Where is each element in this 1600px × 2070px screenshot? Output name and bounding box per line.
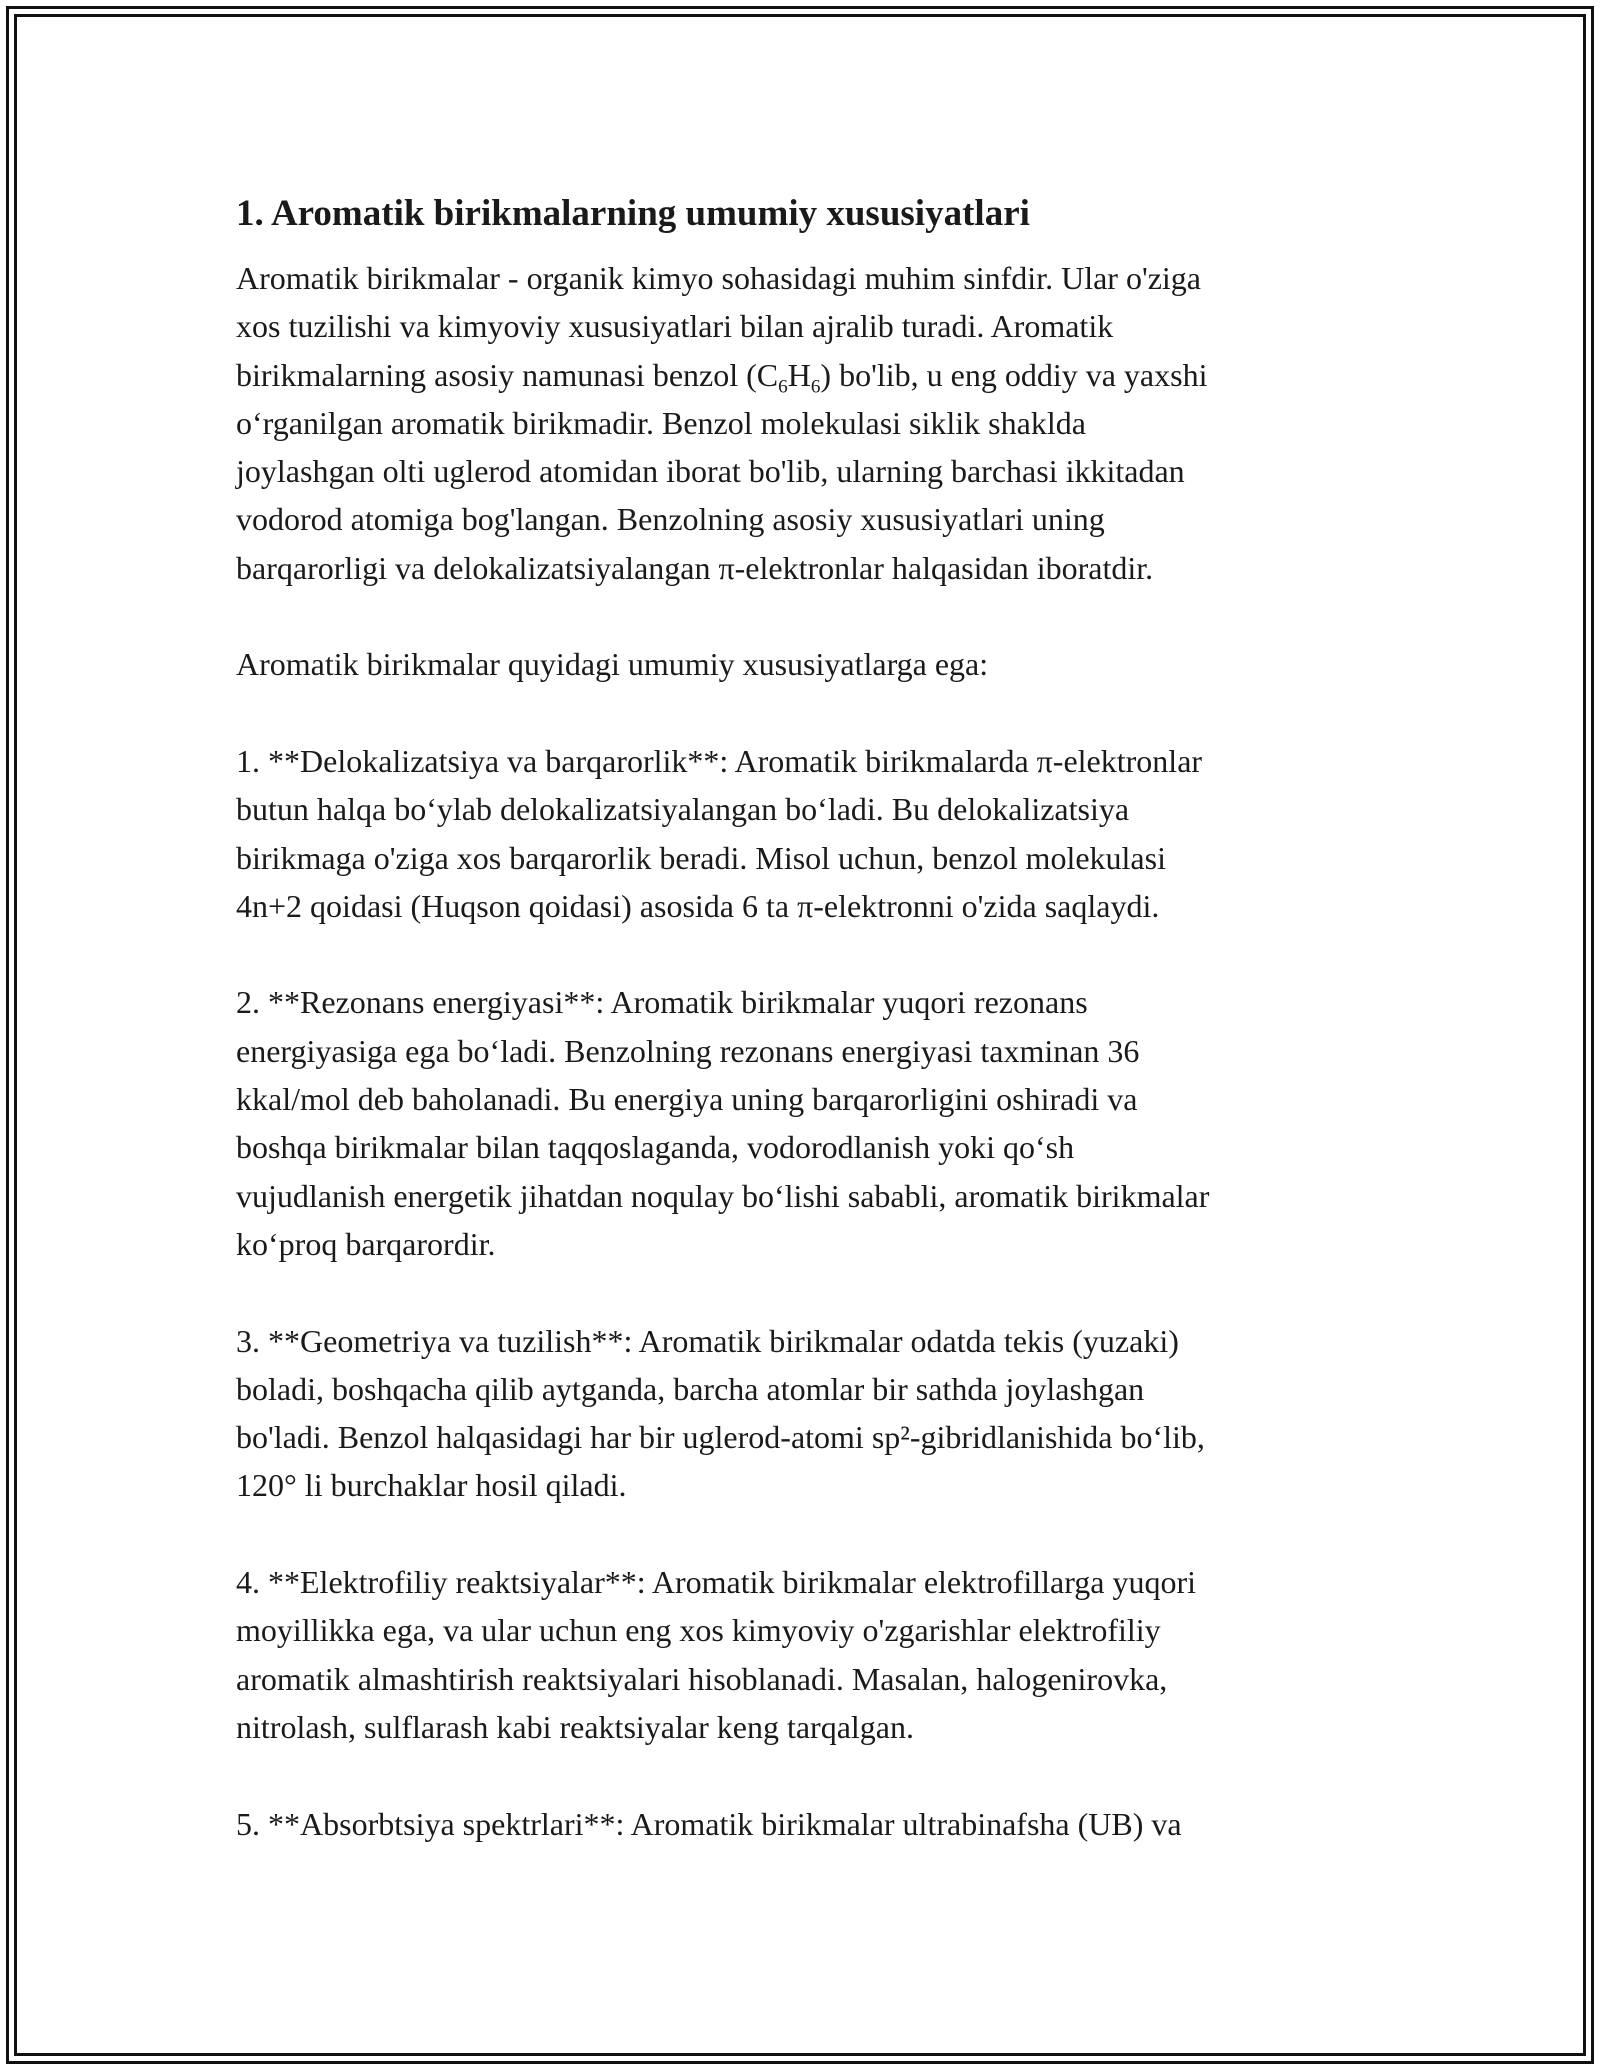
paragraph-gap bbox=[236, 1268, 1356, 1316]
text-line: 120° li burchaklar hosil qiladi. bbox=[236, 1467, 627, 1504]
document-page bbox=[236, 186, 1356, 1848]
lead-paragraph bbox=[236, 640, 1356, 688]
list-item-5 bbox=[236, 1800, 1356, 1848]
text-line: 1. **Delokalizatsiya va barqarorlik**: Aromatik birikmalarda π-elektronlar bbox=[236, 742, 1203, 779]
paragraph-gap bbox=[236, 1510, 1356, 1558]
text-line: joylashgan olti uglerod atomidan iborat bo'lib, ularning barchasi ikkitadan bbox=[236, 453, 1185, 490]
text-line: Aromatik birikmalar - organik kimyo sohasidagi muhim sinfdir. Ular o'ziga bbox=[236, 260, 1201, 296]
text-line: boladi, boshqacha qilib aytganda, barcha atomlar bir sathda joylashgan bbox=[236, 1370, 1145, 1407]
paragraph-gap bbox=[236, 930, 1356, 978]
text-line: ko‘proq barqarordir. bbox=[236, 1225, 496, 1262]
text-fragment: birikmalarning asosiy namunasi benzol (C bbox=[236, 356, 779, 393]
text-line: 3. **Geometriya va tuzilish**: Aromatik birikmalar odatda tekis (yuzaki) bbox=[236, 1322, 1179, 1359]
text-line: nitrolash, sulflarash kabi reaktsiyalar keng tarqalgan. bbox=[236, 1708, 914, 1745]
subscript: 6 bbox=[778, 376, 788, 398]
subscript: 6 bbox=[810, 376, 821, 398]
list-item-4 bbox=[236, 1558, 1356, 1751]
text-line: 4. **Elektrofiliy reaktsiyalar**: Aromatik birikmalar elektrofillarga yuqori bbox=[236, 1564, 1197, 1601]
paragraph-gap bbox=[236, 592, 1356, 640]
text-line: moyillikka ega, va ular uchun eng xos kimyoviy o'zgarishlar elektrofiliy bbox=[236, 1612, 1161, 1649]
text-line: o‘rganilgan aromatik birikmadir. Benzol molekulasi siklik shaklda bbox=[236, 404, 1086, 441]
text-fragment: ) bo'lib, u eng oddiy va yaxshi bbox=[820, 356, 1208, 393]
text-line: 4n+2 qoidasi (Huqson qoidasi) asosida 6 ta π-elektronni o'zida saqlaydi. bbox=[236, 887, 1160, 924]
paragraph-gap bbox=[236, 689, 1356, 737]
text-line: vujudlanish energetik jihatdan noqulay bo‘lishi sababli, aromatik birikmalar bbox=[236, 1177, 1210, 1214]
text-line: kkal/mol deb baholanadi. Bu energiya uning barqarorligini oshiradi va bbox=[236, 1081, 1138, 1118]
text-line: bo'ladi. Benzol halqasidagi har bir uglerod-atomi sp²-gibridlanishida bo‘lib, bbox=[236, 1419, 1205, 1456]
section-heading: 1. Aromatik birikmalarning umumiy xususiyatlari bbox=[236, 193, 1030, 234]
text-line: vodorod atomiga bog'langan. Benzolning asosiy xususiyatlari uning bbox=[236, 501, 1105, 538]
text-line-formula bbox=[236, 351, 1356, 399]
list-item-1 bbox=[236, 737, 1356, 930]
text-line: Aromatik birikmalar quyidagi umumiy xususiyatlarga ega: bbox=[236, 646, 989, 683]
text-fragment: H bbox=[787, 356, 811, 393]
paragraph-gap bbox=[236, 1751, 1356, 1799]
text-line: 2. **Rezonans energiyasi**: Aromatik birikmalar yuqori rezonans bbox=[236, 984, 1088, 1021]
text-line: barqarorligi va delokalizatsiyalangan π-elektronlar halqasidan iboratdir. bbox=[236, 549, 1154, 586]
text-line: butun halqa bo‘ylab delokalizatsiyalangan bo‘ladi. Bu delokalizatsiya bbox=[236, 791, 1130, 828]
text-line: aromatik almashtirish reaktsiyalari hisoblanadi. Masalan, halogenirovka, bbox=[236, 1660, 1168, 1697]
text-line: 5. **Absorbtsiya spektrlari**: Aromatik birikmalar ultrabinafsha (UB) va bbox=[236, 1805, 1182, 1842]
text-line: energiyasiga ega bo‘ladi. Benzolning rezonans energiyasi taxminan 36 bbox=[236, 1032, 1140, 1069]
text-line: xos tuzilishi va kimyoviy xususiyatlari bilan ajralib turadi. Aromatik bbox=[236, 308, 1114, 345]
intro-paragraph bbox=[236, 254, 1356, 592]
text-line: boshqa birikmalar bilan taqqoslaganda, vodorodlanish yoki qo‘sh bbox=[236, 1129, 1075, 1166]
list-item-3 bbox=[236, 1317, 1356, 1510]
text-line: birikmaga o'ziga xos barqarorlik beradi. Misol uchun, benzol molekulasi bbox=[236, 839, 1166, 876]
list-item-2 bbox=[236, 978, 1356, 1268]
